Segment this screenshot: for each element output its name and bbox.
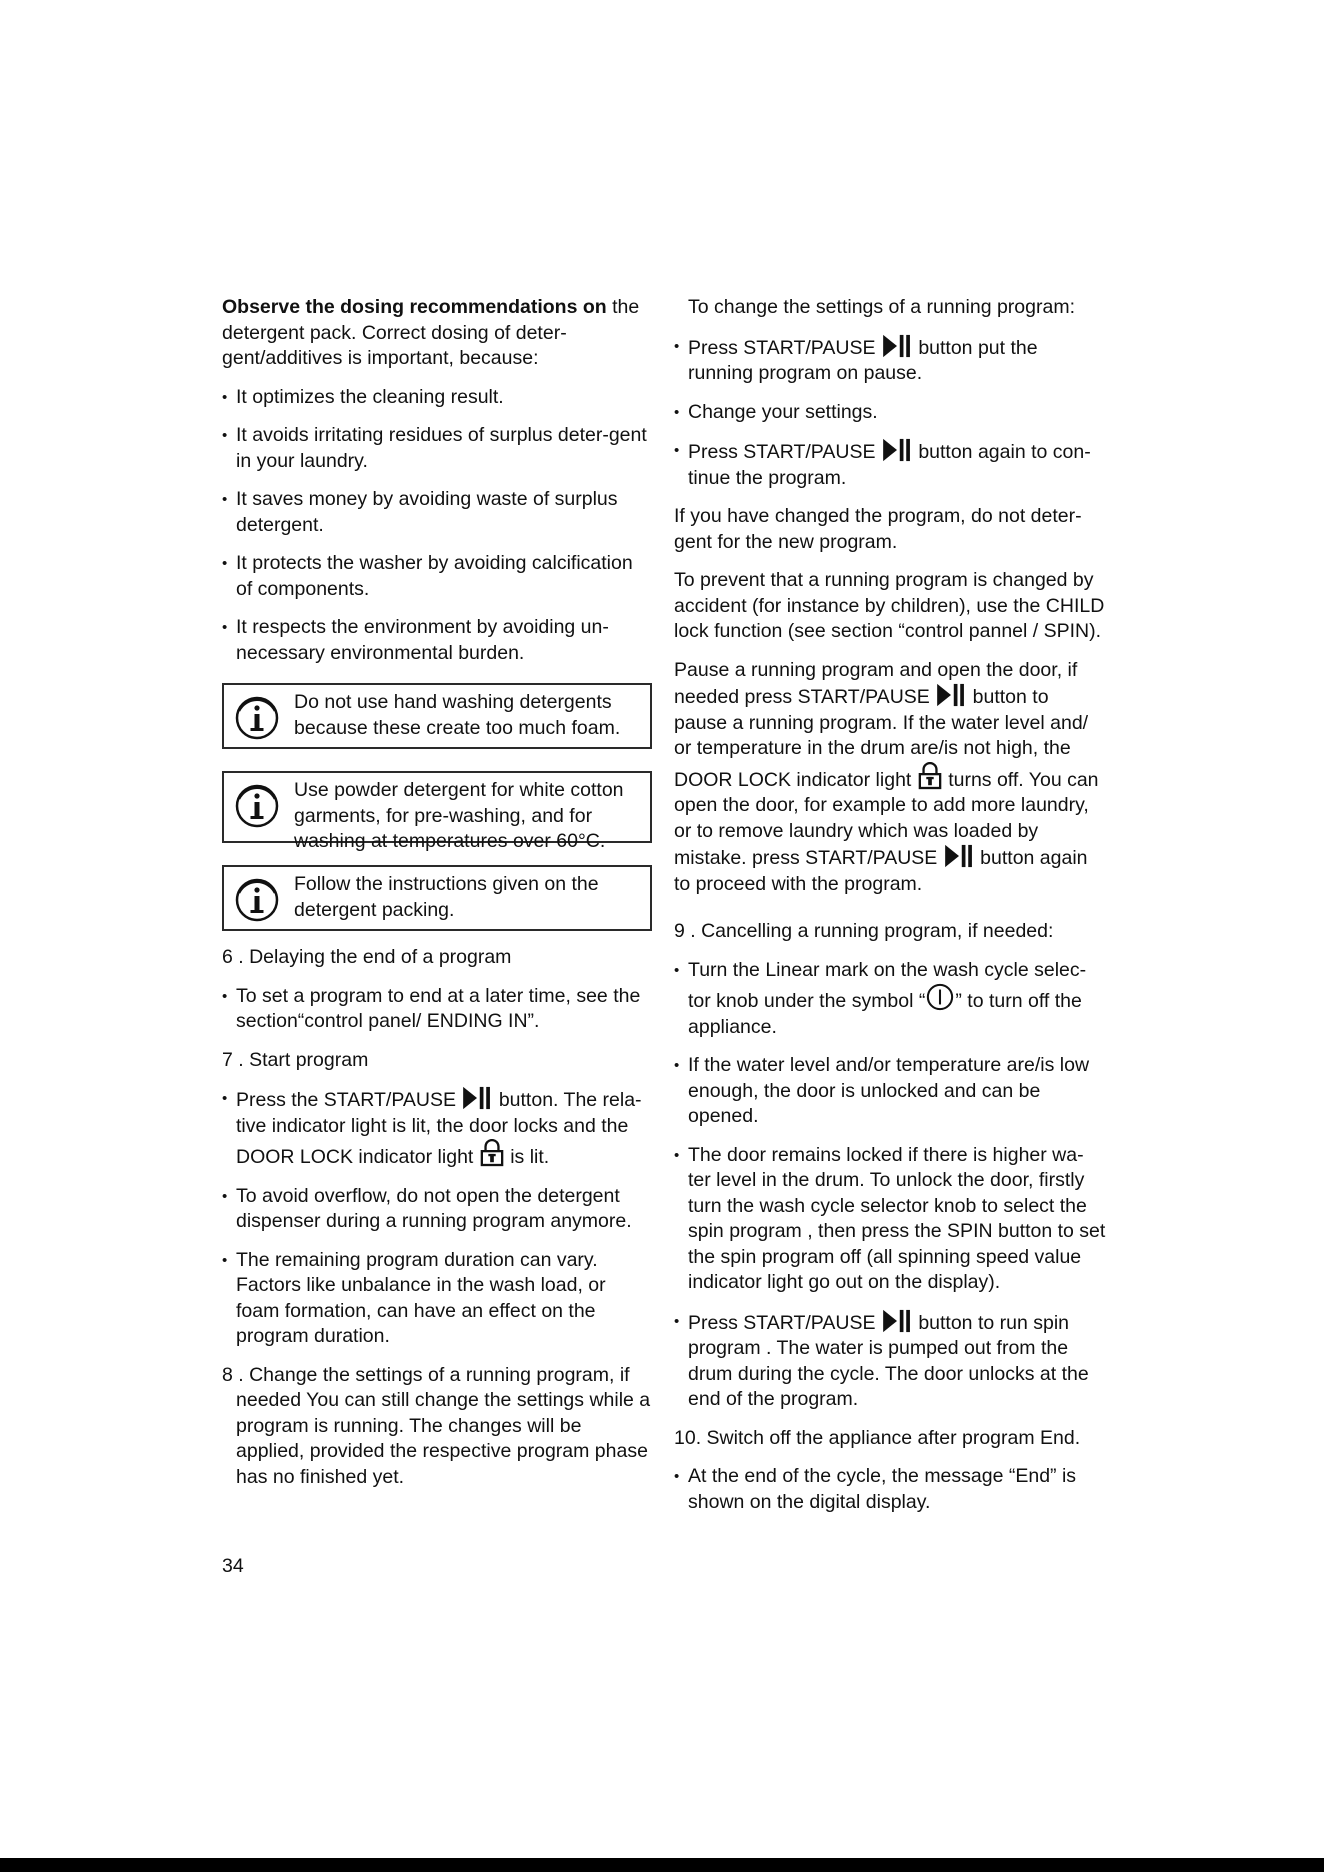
play-pause-icon xyxy=(944,844,974,868)
list-item xyxy=(674,958,1106,1041)
info-icon xyxy=(234,877,280,923)
play-pause-icon xyxy=(882,438,912,462)
list-item-text: Turn the Linear mark on the wash cycle selec-tor knob under the symbol “ xyxy=(688,958,1087,1012)
intro-rest: the detergent pack. Correct dosing of deter-gent/additives is important, because: xyxy=(222,296,640,369)
paragraph-text: Pause a running program and open the door, if needed press START/PAUSE xyxy=(674,658,1078,708)
section-9-title: 9 . Cancelling a running program, if needed: xyxy=(674,920,1054,942)
note-text: Do not use hand washing detergents because these create too much foam. xyxy=(294,691,621,739)
list-item: • At the end of the cycle, the message “End” is shown on the digital display. xyxy=(674,1464,1106,1515)
list-item: • It protects the washer by avoiding calcification of components. xyxy=(222,551,652,602)
list-item: • Change your settings. xyxy=(674,400,1106,426)
list-item: • To set a program to end at a later time, see the section“control panel/ ENDING IN”. xyxy=(222,984,652,1035)
lock-icon xyxy=(480,1139,504,1167)
play-pause-icon xyxy=(936,683,966,707)
list-item-text: Press START/PAUSE xyxy=(688,1311,876,1334)
info-icon xyxy=(234,695,280,741)
list-item-text: is lit. xyxy=(510,1146,550,1168)
list-item: • To avoid overflow, do not open the detergent dispenser during a running program anymore. xyxy=(222,1184,652,1235)
bottom-border xyxy=(0,1858,1324,1872)
list-item xyxy=(674,438,1106,491)
info-icon xyxy=(234,783,280,829)
note-text: Use powder detergent for white cotton garments, for pre-washing, and for washing at temperatures over 60°C. xyxy=(294,779,624,852)
play-pause-icon xyxy=(462,1086,492,1110)
play-pause-icon xyxy=(882,334,912,358)
info-note xyxy=(222,865,652,931)
lock-icon xyxy=(918,762,942,790)
list-item-text: ” to turn off the appliance. xyxy=(688,990,1082,1038)
list-item xyxy=(222,1086,652,1171)
section-10-title: 10. Switch off the appliance after program End. xyxy=(674,1426,1081,1449)
intro-paragraph xyxy=(222,295,652,372)
list-item: • It optimizes the cleaning result. xyxy=(222,385,652,411)
paragraph-text: button to pause a running program. If the water level and/ or temperature in the drum are/is not high, the DOOR LOCK indicator light xyxy=(674,686,1089,791)
prevent-paragraph: To prevent that a running program is changed by accident (for instance by children), use the CHILD lock function (see section “control pannel / SPIN). xyxy=(674,569,1105,642)
list-item: • The remaining program duration can vary. Factors like unbalance in the wash load, or foam formation, can have an effect on the program duration. xyxy=(222,1248,652,1350)
play-pause-icon xyxy=(882,1309,912,1333)
list-item-text: button. The rela-tive indicator light is lit, the door locks and the DOOR LOCK indicator light xyxy=(236,1089,642,1168)
info-note xyxy=(222,683,652,749)
paragraph-text: turns off. You can open the door, for example to add more laundry, or to remove laundry which was loaded by mistake. press START/PAUSE xyxy=(674,768,1099,869)
changed-program-paragraph: If you have changed the program, do not deter-gent for the new program. xyxy=(674,505,1082,553)
list-item xyxy=(674,334,1106,387)
list-item-text: Press the START/PAUSE xyxy=(236,1089,456,1111)
list-item-text: button put the running program on pause. xyxy=(688,336,1038,384)
list-item-text: button again to con-tinue the program. xyxy=(688,441,1091,489)
list-item: • It saves money by avoiding waste of surplus detergent. xyxy=(222,487,652,538)
section-8-paragraph: 8 . Change the settings of a running program, if needed You can still change the settings while a program is running. The changes will be applied, provided the respective program phase has no finished yet. xyxy=(222,1363,651,1488)
pause-paragraph xyxy=(674,658,1106,898)
list-item: • It avoids irritating residues of surplus deter-gent in your laundry. xyxy=(222,423,652,474)
change-intro: To change the settings of a running program: xyxy=(688,296,1075,318)
page-number: 34 xyxy=(222,1555,244,1577)
list-item: • It respects the environment by avoiding un-necessary environmental burden. xyxy=(222,615,652,666)
list-item-text: Press START/PAUSE xyxy=(688,441,876,463)
list-item-text: Press START/PAUSE xyxy=(688,336,876,359)
list-item xyxy=(674,1309,1106,1413)
intro-bold: Observe the dosing recommendations on xyxy=(222,296,607,318)
section-7-title: 7 . Start program xyxy=(222,1048,369,1071)
right-column xyxy=(674,295,1106,1528)
list-item: • If the water level and/or temperature are/is low enough, the door is unlocked and can be opened. xyxy=(674,1053,1106,1130)
list-item: • The door remains locked if there is higher wa-ter level in the drum. To unlock the door, firstly turn the wash cycle selector knob to select the spin program , then press the SPIN button to set the spin program off (all spinning speed value indicator light go out on the display). xyxy=(674,1143,1106,1296)
power-icon xyxy=(926,983,954,1011)
list-item-text: button to run spin program . The water is pumped out from the drum during the cycle. The door unlocks at the end of the program. xyxy=(688,1311,1089,1410)
note-text: Follow the instructions given on the detergent packing. xyxy=(294,873,599,921)
paragraph-text: button again to proceed with the program. xyxy=(674,847,1088,895)
info-note xyxy=(222,771,652,852)
section-6-title: 6 . Delaying the end of a program xyxy=(222,946,512,968)
left-column xyxy=(222,295,652,1503)
